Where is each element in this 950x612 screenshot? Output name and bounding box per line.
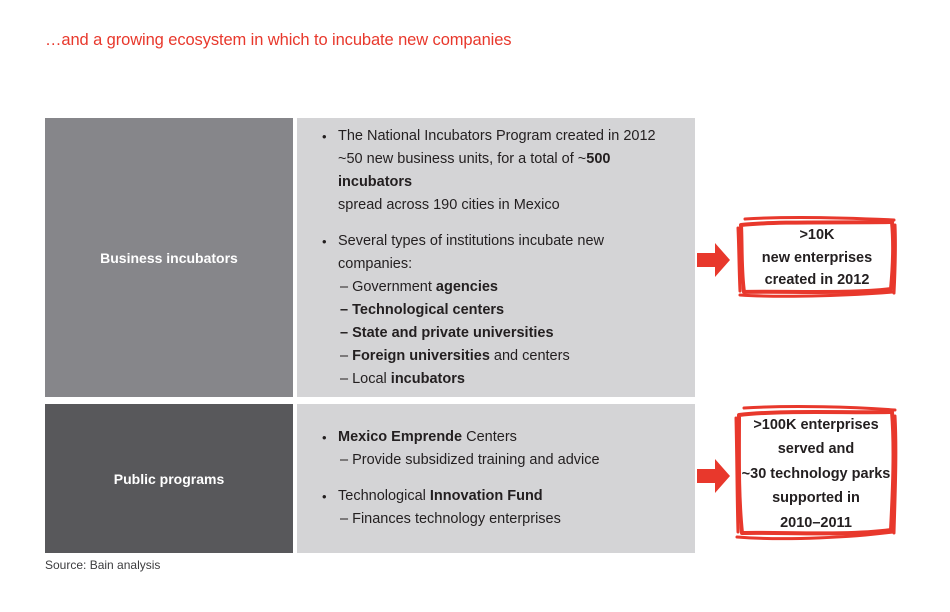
callout-line: >100K enterprises — [753, 416, 879, 433]
label-business-incubators-text: Business incubators — [100, 249, 238, 266]
sub-item: – Finances technology enterprises — [340, 511, 561, 527]
bullet-icon: • — [322, 430, 327, 445]
label-business-incubators — [45, 118, 293, 397]
bullet-icon: • — [322, 489, 327, 504]
slide-title: …and a growing ecosystem in which to incubate new companies — [45, 31, 512, 49]
bullet-item — [322, 230, 681, 276]
label-public-programs-text: Public programs — [113, 470, 225, 487]
bullet-text: Mexico Emprende Centers — [338, 429, 517, 445]
red-arrow-icon — [697, 241, 731, 279]
callout-line: supported in — [772, 490, 860, 507]
sub-item: – Foreign universities and centers — [340, 347, 570, 364]
bullet-item — [322, 125, 681, 217]
callout-line: created in 2012 — [764, 272, 870, 289]
sub-item: – Technological centers — [340, 301, 505, 318]
sub-item: – Government agencies — [340, 278, 498, 295]
bullet-icon: • — [322, 233, 327, 249]
bullet-text: Technological Innovation Fund — [338, 488, 543, 504]
bullet-text: The National Incubators Program created in 2012 ~50 new business units, for a total of ~500 incubators spread across 190 cities in Mexico — [338, 127, 656, 213]
sub-item: – Provide subsidized training and advice — [340, 452, 600, 468]
sub-item: – Local incubators — [340, 370, 465, 387]
callout-new-enterprises — [732, 213, 902, 303]
content-business-incubators — [297, 118, 695, 397]
callout-enterprises-served — [729, 402, 903, 546]
callout-line: 2010–2011 — [780, 514, 852, 531]
callout-line: >10K — [799, 227, 835, 244]
label-public-programs — [45, 404, 293, 553]
callout-line: ~30 technology parks — [741, 465, 891, 482]
bullet-text: Several types of institutions incubate new companies: — [338, 232, 604, 272]
sub-item: – State and private universities — [340, 324, 554, 341]
bullet-icon: • — [322, 128, 327, 144]
source-note: Source: Bain analysis — [45, 558, 161, 572]
content-public-programs — [297, 404, 695, 553]
red-arrow-icon — [697, 457, 731, 495]
callout-line: served and — [777, 441, 855, 458]
callout-text — [742, 413, 891, 536]
callout-text — [762, 224, 872, 292]
bullet-item — [322, 485, 681, 508]
callout-line: new enterprises — [761, 249, 873, 266]
bullet-item — [322, 426, 681, 449]
